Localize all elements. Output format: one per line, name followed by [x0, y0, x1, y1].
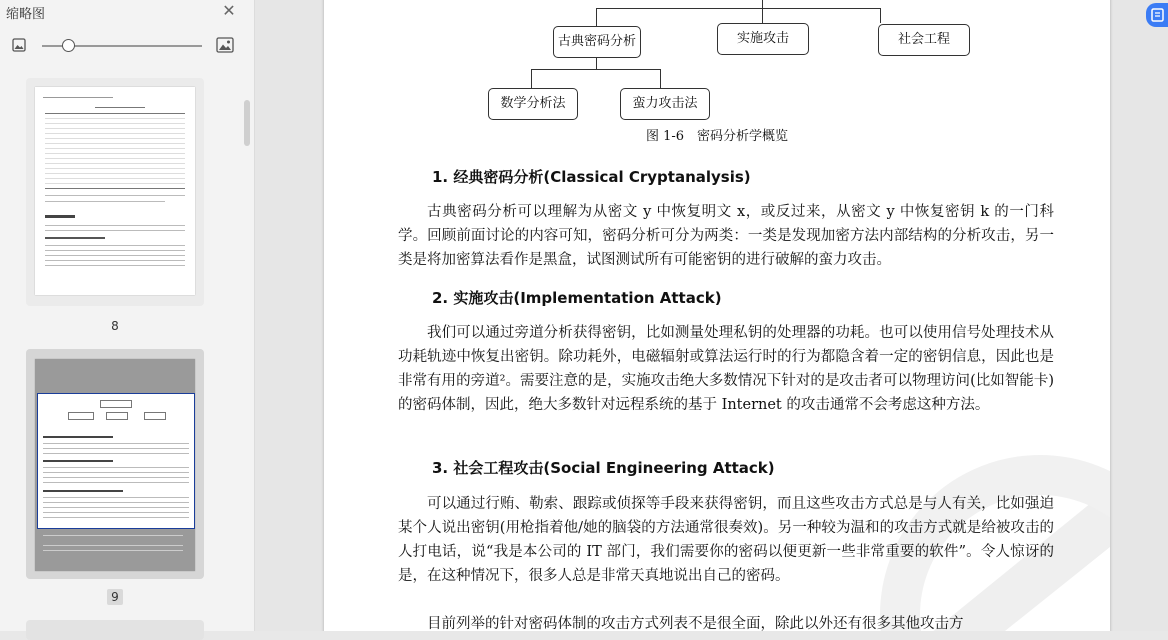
diagram-connector — [596, 57, 597, 69]
diagram-connector — [596, 8, 597, 26]
section-paragraph-4: 目前列举的针对密码体制的攻击方式列表不是很全面，除此以外还有很多其他攻击方 — [427, 616, 964, 631]
section-paragraph-1: 古典密码分析可以理解为从密文 y 中恢复明文 x，或反过来，从密文 y 中恢复密钥 k 的一门科学。回顾前面讨论的内容可知，密码分析可分为两类：一类是发现加密方法内部结构的分析攻击，另一类是将加密算法看作是黑盒，试图测试所有可能密钥的进行破解的蛮力攻击。 — [398, 204, 1054, 268]
thumbnail-sidebar — [0, 0, 255, 631]
figure-caption: 图 1-6 密码分析学概览 — [645, 129, 789, 144]
diagram-connector — [531, 69, 661, 70]
diagram-node-social: 社会工程 — [878, 24, 970, 56]
close-icon[interactable]: ✕ — [222, 1, 236, 20]
sidebar-scrollbar[interactable] — [244, 100, 250, 146]
zoom-slider-thumb[interactable] — [62, 39, 75, 52]
page-thumbnail-8[interactable] — [26, 78, 204, 306]
image-small-icon[interactable] — [12, 38, 26, 52]
section-heading-2: 2. 实施攻击(Implementation Attack) — [432, 289, 722, 307]
page-number-8: 8 — [111, 319, 119, 333]
diagram-connector — [531, 69, 532, 88]
section-heading-3: 3. 社会工程攻击(Social Engineering Attack) — [432, 459, 775, 477]
diagram-connector — [880, 8, 881, 23]
page-thumbnail-preview — [35, 359, 195, 571]
diagram-node-math-analysis: 数学分析法 — [488, 88, 578, 120]
diagram-node-brute-force: 蛮力攻击法 — [620, 88, 710, 120]
page-thumbnail-9[interactable] — [26, 349, 204, 579]
diagram-connector — [660, 69, 661, 88]
diagram-connector — [596, 8, 880, 9]
page-number-9: 9 — [107, 589, 123, 605]
translate-icon[interactable] — [1146, 3, 1168, 27]
document-page — [324, 0, 1110, 631]
diagram-node-implementation: 实施攻击 — [717, 23, 809, 55]
diagram-connector — [762, 8, 763, 23]
document-viewer[interactable] — [255, 0, 1168, 631]
section-paragraph-3: 可以通过行贿、勒索、跟踪或侦探等手段来获得密钥，而且这些攻击方式总是与人有关，比如强迫某个人说出密钥(用枪指着他/她的脑袋的方法通常很奏效)。另一种较为温和的攻击方式就是给被攻击的人打电话，说“我是本公司的 IT 部门，我们需要你的密码以便更新一些非常重要的软件”。令人惊讶的是，在这种情况下，很多人总是非常天真地说出自己的密码。 — [398, 496, 1054, 584]
image-large-icon[interactable] — [216, 37, 234, 53]
section-paragraph-2: 我们可以通过旁道分析获得密钥，比如测量处理私钥的处理器的功耗。也可以使用信号处理技术从功耗轨迹中恢复出密钥。除功耗外，电磁辐射或算法运行时的行为都隐含着一定的密钥信息，因此也是非常有用的旁道²。需要注意的是，实施攻击绝大多数情况下针对的是攻击者可以物理访问(比如智能卡)的密码体制，因此，绝大多数针对远程系统的基于 Internet 的攻击通常不会考虑这种方法。 — [398, 325, 1054, 413]
sidebar-title: 缩略图 — [6, 7, 46, 22]
section-heading-1: 1. 经典密码分析(Classical Cryptanalysis) — [432, 168, 751, 186]
page-thumbnail-preview — [35, 87, 195, 295]
diagram-node-classical: 古典密码分析 — [553, 26, 641, 58]
page-thumbnail-10[interactable] — [26, 620, 204, 640]
diagram-connector — [762, 0, 763, 8]
